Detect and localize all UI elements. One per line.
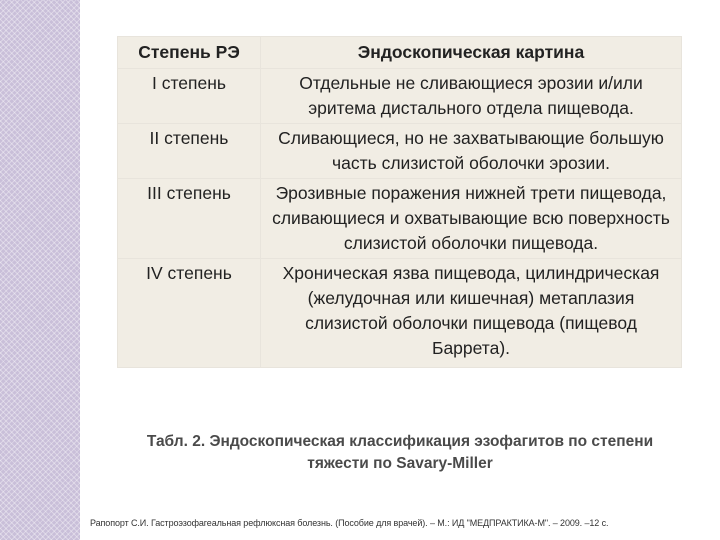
table-row [118, 69, 682, 124]
description-cell: Отдельные не сливающиеся эрозии и/или эритема дистального отдела пищевода. [261, 69, 682, 124]
table-caption: Табл. 2. Эндоскопическая классификация эзофагитов по степени тяжести по Savary-Miller [146, 433, 654, 472]
table-row [118, 259, 682, 368]
classification-table [117, 36, 682, 368]
table-header-row [118, 37, 682, 69]
table-row [118, 124, 682, 179]
header-grade: Степень РЭ [118, 37, 261, 69]
decorative-sidebar [0, 0, 80, 540]
header-description: Эндоскопическая картина [261, 37, 682, 69]
grade-cell: IV степень [118, 259, 261, 368]
description-cell: Эрозивные поражения нижней трети пищевода, сливающиеся и охватывающие всю поверхность слизистой оболочки пищевода. [261, 179, 682, 259]
description-cell: Сливающиеся, но не захватывающие большую часть слизистой оболочки эрозии. [261, 124, 682, 179]
table-row [118, 179, 682, 259]
grade-cell: III степень [118, 179, 261, 259]
grade-cell: II степень [118, 124, 261, 179]
grade-cell: I степень [118, 69, 261, 124]
source-citation: Рапопорт С.И. Гастроэзофагеальная рефлюксная болезнь. (Пособие для врачей). – М.: ИД "МЕДПРАКТИКА-М". – 2009. –12 с. [90, 518, 609, 528]
description-cell: Хроническая язва пищевода, цилиндрическая (желудочная или кишечная) метаплазия слизистой оболочки пищевода (пищевод Баррета). [261, 259, 682, 368]
